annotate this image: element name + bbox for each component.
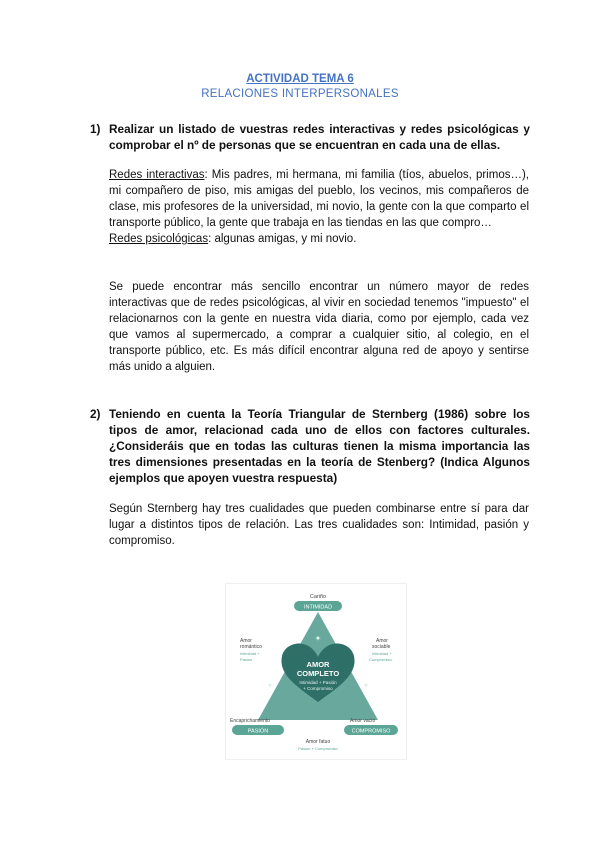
romantic-love-subtitle: Intimidad + xyxy=(240,651,260,656)
interactive-networks-text: : Mis padres, mi hermana, mi familia (tíos, abuelos, primos…), mi compañero de piso, mis amigas del pueblo, los vecinos, mis compañeros de clase, mis profesores de la universidad, mi novio, la gente con la que comparto el transporte público, la gente que trabaja en las tiendas en las que compro… xyxy=(109,169,529,229)
romantic-love-title: romántico xyxy=(240,644,262,650)
sociable-love-subtitle: Compromiso xyxy=(369,657,392,662)
sociable-love-title: Amor xyxy=(376,638,388,644)
psychological-networks-text: : algunas amigas, y mi novio. xyxy=(208,233,357,245)
document-subtitle: RELACIONES INTERPERSONALES xyxy=(201,88,399,100)
complete-love-title: COMPLETO xyxy=(296,669,340,678)
sociable-love-subtitle: Intimidad + xyxy=(372,651,392,656)
q2-answer-paragraph: Según Sternberg hay tres cualidades que pueden combinarse entre sí para dar lugar a distintos tipos de relación. Las tres cualidades son: Intimidad, pasión y compromiso. xyxy=(109,503,529,547)
question-2-number: 2) xyxy=(90,407,101,421)
compromiso-pill-label: COMPROMISO xyxy=(351,728,391,735)
fatuous-love-title: Amor fatuo xyxy=(305,739,331,745)
diagram-top-label: Cariño xyxy=(309,594,327,600)
question-2-text: Teniendo en cuenta la Teoría Triangular de Sternberg (1986) sobre los tipos de amor, relacionad cada uno de ellos con factores culturales.¿Consideráis que en todas las culturas tienen la misma importancia las tres dimensiones presentadas en la teoría de Stenberg? (Indica Algunos ejemplos que apoyen vuestra respuesta) xyxy=(109,407,530,485)
question-1 xyxy=(90,121,530,153)
fatuous-love-subtitle: Pasión + Compromiso xyxy=(298,746,338,751)
question-2 xyxy=(90,406,530,486)
question-1-number: 1) xyxy=(90,122,101,136)
complete-love-subtitle: Intimidad + Pasión xyxy=(299,680,337,685)
sparkle-icon: ✦ xyxy=(362,681,370,690)
sternberg-triangle-diagram xyxy=(225,583,407,760)
romantic-love-title: Amor xyxy=(240,638,252,644)
triangle-figure-svg xyxy=(226,584,406,759)
romantic-love-subtitle: Pasión xyxy=(240,657,253,662)
document-title: ACTIVIDAD TEMA 6 xyxy=(246,73,354,85)
interactive-networks-paragraph xyxy=(109,167,529,247)
intimidad-pill-label: INTIMIDAD xyxy=(303,604,333,611)
empty-love-label: Amor vacío xyxy=(350,718,376,724)
psychological-networks-label: Redes psicológicas xyxy=(109,233,209,245)
complete-love-subtitle: + Compromiso xyxy=(303,686,333,691)
sociable-love-title: sociable xyxy=(372,644,391,650)
pasion-pill-label: PASIÓN xyxy=(247,728,269,735)
interactive-networks-label: Redes interactivas xyxy=(109,169,205,181)
q1-answer-paragraph: Se puede encontrar más sencillo encontrar un número mayor de redes interactivas que de redes psicológicas, al vivir en sociedad tenemos "impuesto" el relacionarnos con la gente en nuestra vida diaria, como por ejemplo, cada vez que vamos al supermercado, a comprar a cualquier sitio, al colegio, en el transporte público, etc. Es más difícil encontrar alguna red de apoyo y sentirse más unido a alguien. xyxy=(109,281,529,373)
sparkle-icon: ✦ xyxy=(314,634,322,643)
complete-love-title: AMOR xyxy=(306,660,330,669)
infatuation-label: Encaprichamiento xyxy=(230,718,271,724)
question-1-text: Realizar un listado de vuestras redes interactivas y redes psicológicas y comprobar el nº de personas que se encuentran en cada una de ellas. xyxy=(109,122,530,152)
sparkle-icon: ✦ xyxy=(266,681,274,690)
